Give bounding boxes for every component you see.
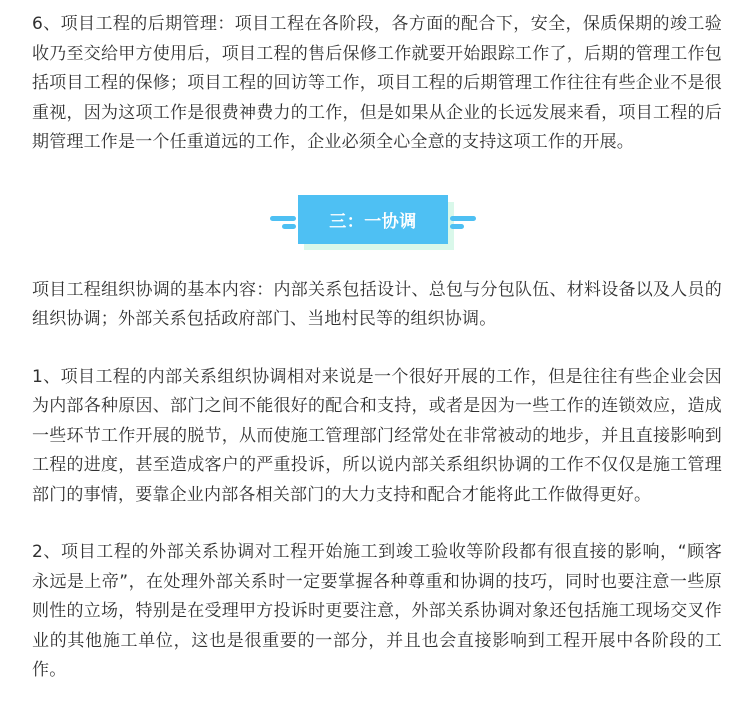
paragraph-post-management: 6、项目工程的后期管理：项目工程在各阶段，各方面的配合下，安全，保质保期的竣工验收乃至交给甲方使用后，项目工程的售后保修工作就要开始跟踪工作了，后期的管理工作包括项目工程的保修；项目工程的回访等工作，项目工程的后期管理工作往往有些企业不是很重视，因为这项工作是很费神费力的工作，但是如果从企业的长远发展来看，项目工程的后期管理工作是一个任重道远的工作，企业必须全心全意的支持这项工作的开展。	[32, 14, 722, 152]
section-title: 三：一协调	[298, 195, 448, 244]
right-dash-short	[450, 224, 464, 229]
paragraph-external-coordination: 2、项目工程的外部关系协调对工程开始施工到竣工验收等阶段都有很直接的影响，“顾客永远是上帝”，在处理外部关系时一定要掌握各种尊重和协调的技巧，同时也要注意一些原则性的立场，特别是在受理甲方投诉时更要注意，外部关系协调对象还包括施工现场交叉作业的其他施工单位，这也是很重要的一部分，并且也会直接影响到工程开展中各阶段的工作。	[32, 542, 722, 680]
paragraph-coordination-intro: 项目工程组织协调的基本内容：内部关系包括设计、总包与分包队伍、材料设备以及人员的组织协调；外部关系包括政府部门、当地村民等的组织协调。	[32, 279, 722, 329]
right-dash-long	[450, 216, 476, 221]
section-header	[32, 194, 722, 254]
paragraph-internal-coordination: 1、项目工程的内部关系组织协调相对来说是一个很好开展的工作，但是往往有些企业会因为内部各种原因、部门之间不能很好的配合和支持，或者是因为一些工作的连锁效应，造成一些环节工作开展的脱节，从而使施工管理部门经常处在非常被动的地步，并且直接影响到工程的进度，甚至造成客户的严重投诉，所以说内部关系组织协调的工作不仅仅是施工管理部门的事情，要靠企业内部各相关部门的大力支持和配合才能将此工作做得更好。	[32, 366, 722, 505]
article-body	[32, 10, 722, 686]
left-dash-long	[270, 216, 296, 221]
left-dash-short	[282, 224, 296, 229]
